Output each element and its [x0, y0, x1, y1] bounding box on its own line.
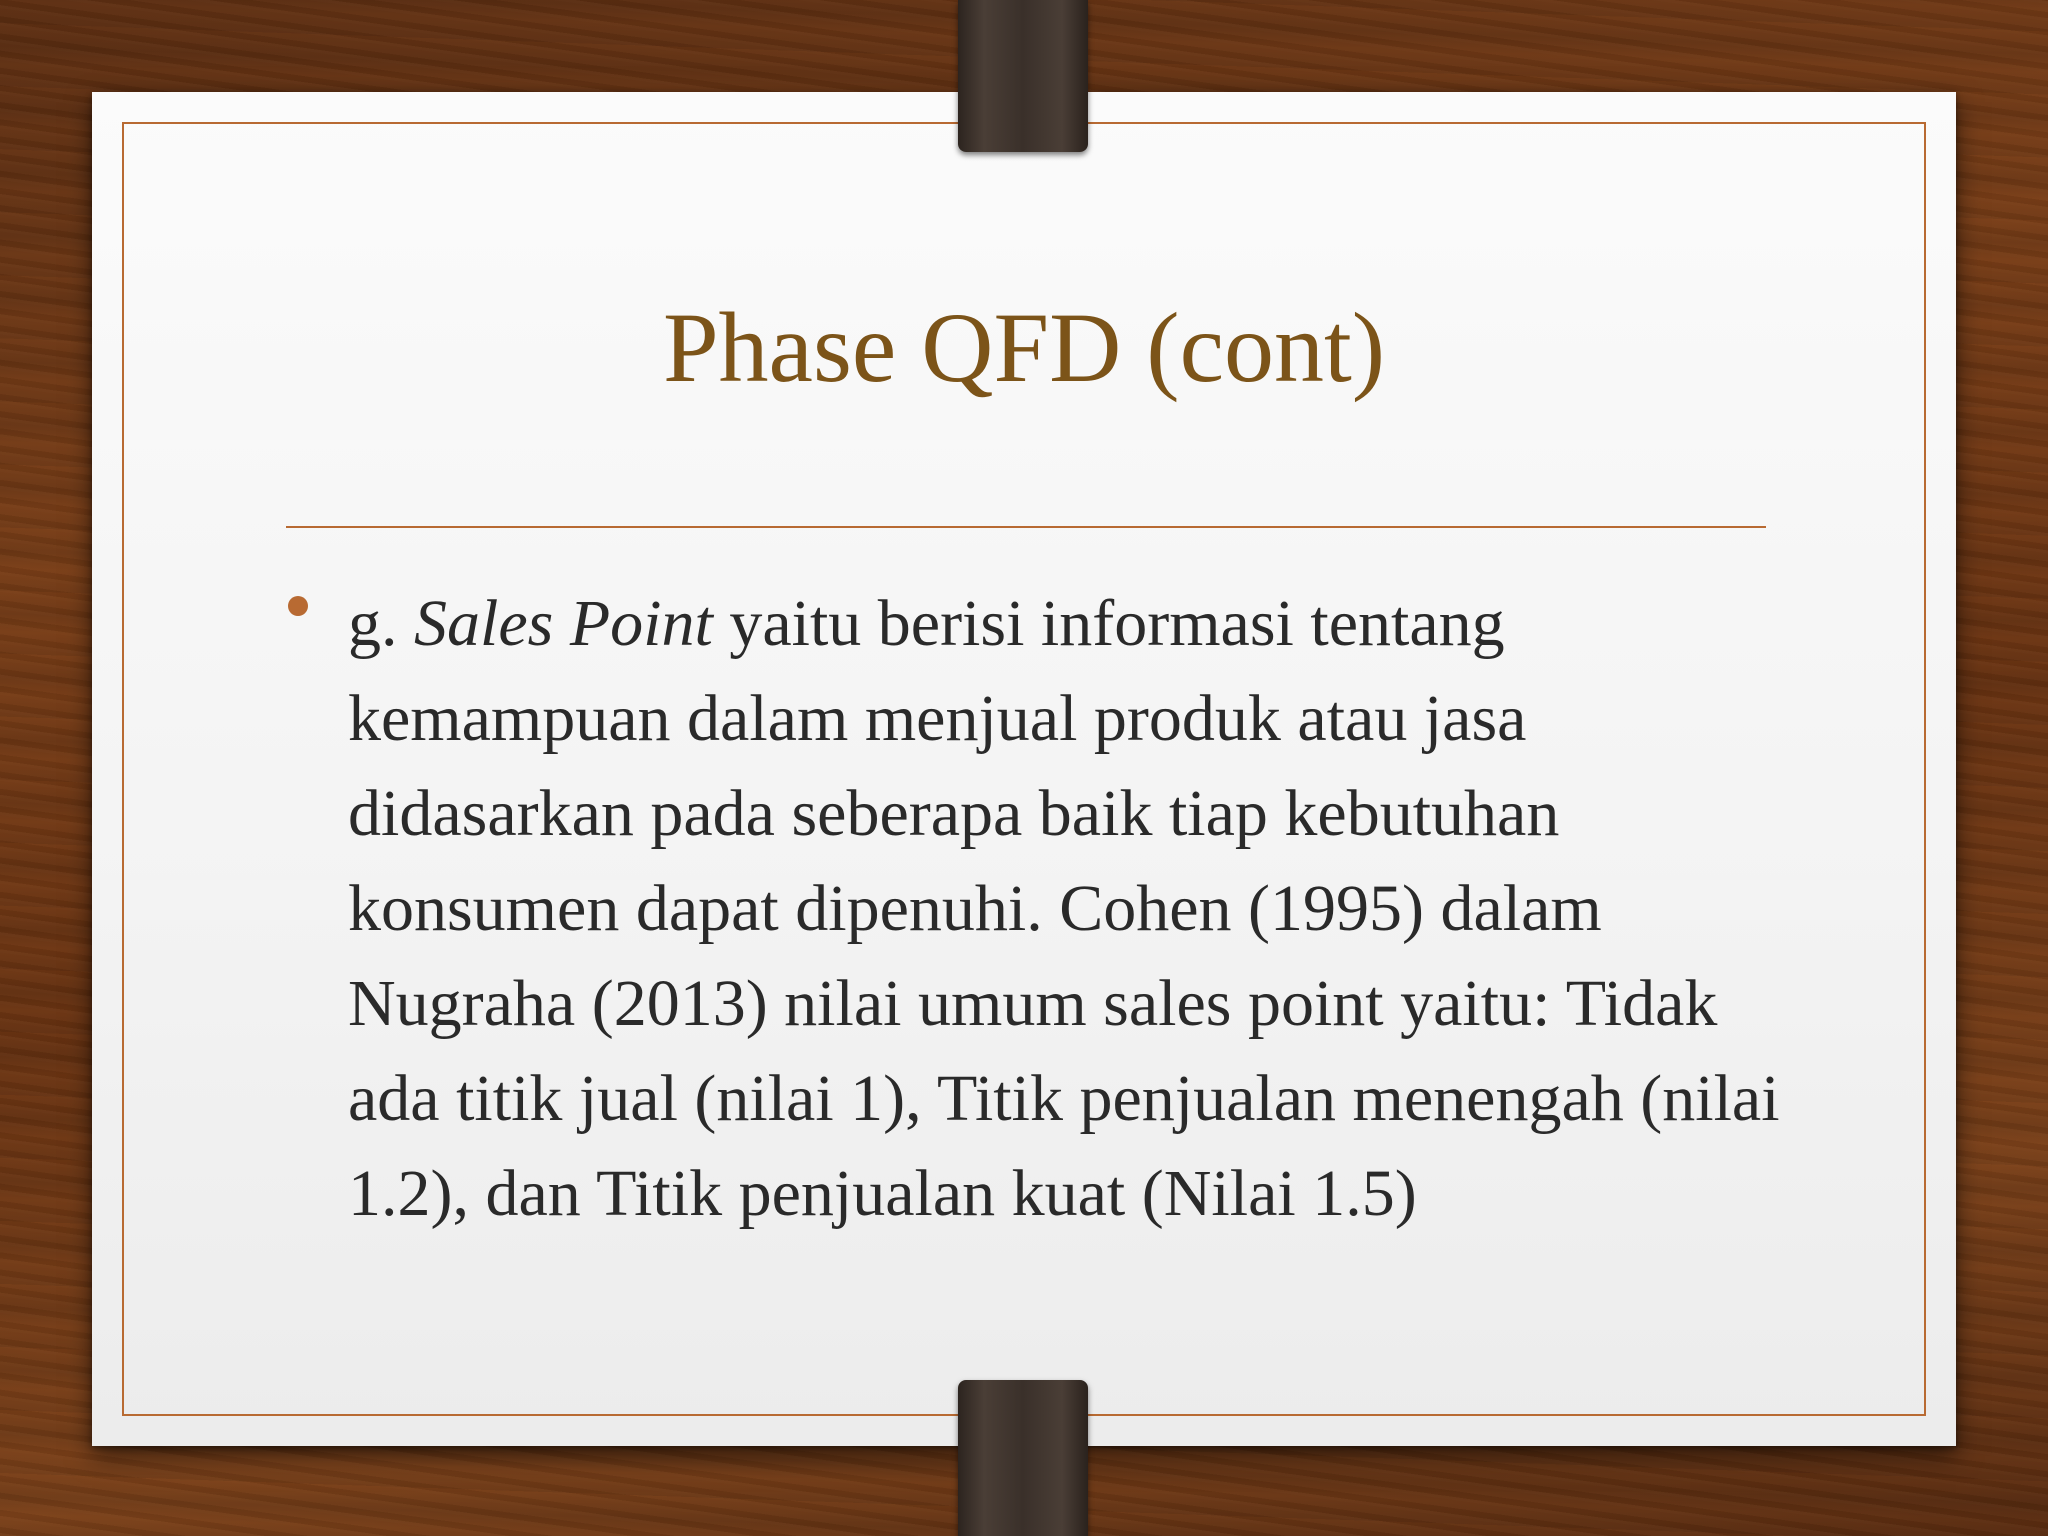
- top-binder-clip: [958, 0, 1088, 152]
- title-divider: [286, 526, 1766, 528]
- bullet-dot-icon: [288, 596, 308, 616]
- bullet-body: yaitu berisi informasi tentang kemampuan dalam menjual produk atau jasa didasarkan pada seberapa baik tiap kebutuhan konsumen dapat dipenuhi. Cohen (1995) dalam Nugraha (2013) nilai umum sales point yaitu: Tidak ada titik jual (nilai 1), Titik penjualan menengah (nilai 1.2), dan Titik penjualan kuat (Nilai 1.5): [348, 587, 1780, 1230]
- slide-title: Phase QFD (cont): [662, 292, 1386, 403]
- bullet-italic-term: Sales Point: [414, 587, 713, 660]
- bottom-binder-clip: [958, 1380, 1088, 1536]
- bullet-text: [348, 576, 1788, 1241]
- bullet-prefix: g.: [348, 587, 414, 660]
